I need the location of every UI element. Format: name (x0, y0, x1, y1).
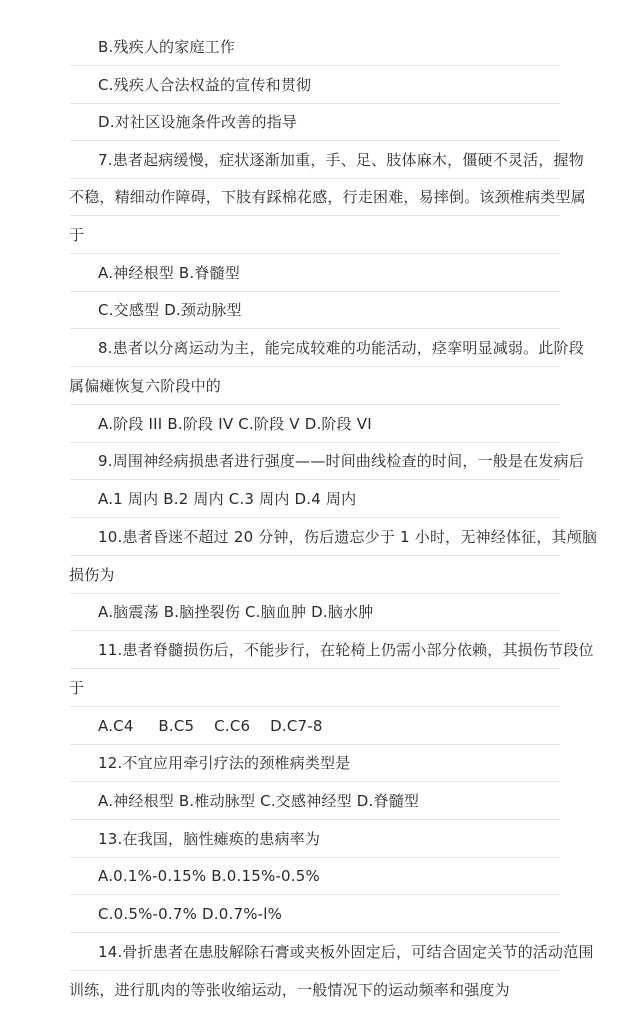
question-13-options: C.0.5%-0.7% D.0.7%-l% (98, 905, 283, 923)
line-divider (70, 103, 560, 104)
question-8-text: 8.患者以分离运动为主，能完成较难的功能活动，痉挛明显减弱。此阶段 (98, 339, 584, 357)
question-9-options: A.1 周内 B.2 周内 C.3 周内 D.4 周内 (98, 490, 357, 508)
line-divider (70, 970, 560, 971)
line-divider (70, 479, 560, 480)
line-divider (70, 555, 560, 556)
text-line: 于 (69, 679, 85, 697)
question-13-options: A.0.1%-0.15% B.0.15%-0.5% (98, 867, 320, 885)
line-divider (70, 781, 560, 782)
text-line: 损伤为 (69, 566, 115, 584)
line-divider (70, 328, 560, 329)
question-14-text: 14.骨折患者在患肢解除石膏或夹板外固定后，可结合固定关节的活动范围 (98, 943, 594, 961)
question-9-text: 9.周围神经病损患者进行强度——时间曲线检查的时间，一般是在发病后 (98, 452, 584, 470)
question-12-options: A.神经根型 B.椎动脉型 C.交感神经型 D.脊髓型 (98, 792, 420, 810)
question-10-text: 10.患者昏迷不超过 20 分钟，伤后遗忘少于 1 小时，无神经体征，其颅脑 (98, 528, 598, 546)
question-11-options: A.C4 B.C5 C.C6 D.C7-8 (98, 717, 323, 735)
question-7-options: C.交感型 D.颈动脉型 (98, 301, 242, 319)
line-divider (70, 932, 560, 933)
line-divider (70, 706, 560, 707)
question-11-text: 11.患者脊髓损伤后，不能步行，在轮椅上仍需小部分依赖，其损伤节段位 (98, 641, 594, 659)
text-line: D.对社区设施条件改善的指导 (98, 113, 298, 131)
line-divider (70, 291, 560, 292)
question-7-options: A.神经根型 B.脊髓型 (98, 264, 240, 282)
text-line: 于 (69, 226, 85, 244)
question-12-text: 12.不宜应用牵引疗法的颈椎病类型是 (98, 754, 351, 772)
text-line: 训练，进行肌肉的等张收缩运动，一般情况下的运动频率和强度为 (69, 981, 510, 999)
line-divider (70, 140, 560, 141)
line-divider (70, 517, 560, 518)
line-divider (70, 178, 560, 179)
line-divider (70, 630, 560, 631)
line-divider (70, 404, 560, 405)
line-divider (70, 253, 560, 254)
line-divider (70, 894, 560, 895)
question-8-options: A.阶段 III B.阶段 IV C.阶段 V D.阶段 VI (98, 415, 372, 433)
question-13-text: 13.在我国，脑性瘫痪的患病率为 (98, 830, 321, 848)
text-line: B.残疾人的家庭工作 (98, 38, 236, 56)
line-divider (70, 442, 560, 443)
text-line: C.残疾人合法权益的宣传和贯彻 (98, 76, 312, 94)
line-divider (70, 215, 560, 216)
question-7-text: 7.患者起病缓慢，症状逐渐加重，手、足、肢体麻木，僵硬不灵活，握物 (98, 151, 584, 169)
line-divider (70, 744, 560, 745)
text-line: 属偏瘫恢复六阶段中的 (69, 377, 222, 395)
line-divider (70, 668, 560, 669)
line-divider (70, 857, 560, 858)
line-divider (70, 819, 560, 820)
question-10-options: A.脑震荡 B.脑挫裂伤 C.脑血肿 D.脑水肿 (98, 603, 374, 621)
text-line: 不稳，精细动作障碍，下肢有踩棉花感，行走困难，易摔倒。该颈椎病类型属 (69, 188, 586, 206)
line-divider (70, 593, 560, 594)
line-divider (70, 366, 560, 367)
line-divider (70, 65, 560, 66)
